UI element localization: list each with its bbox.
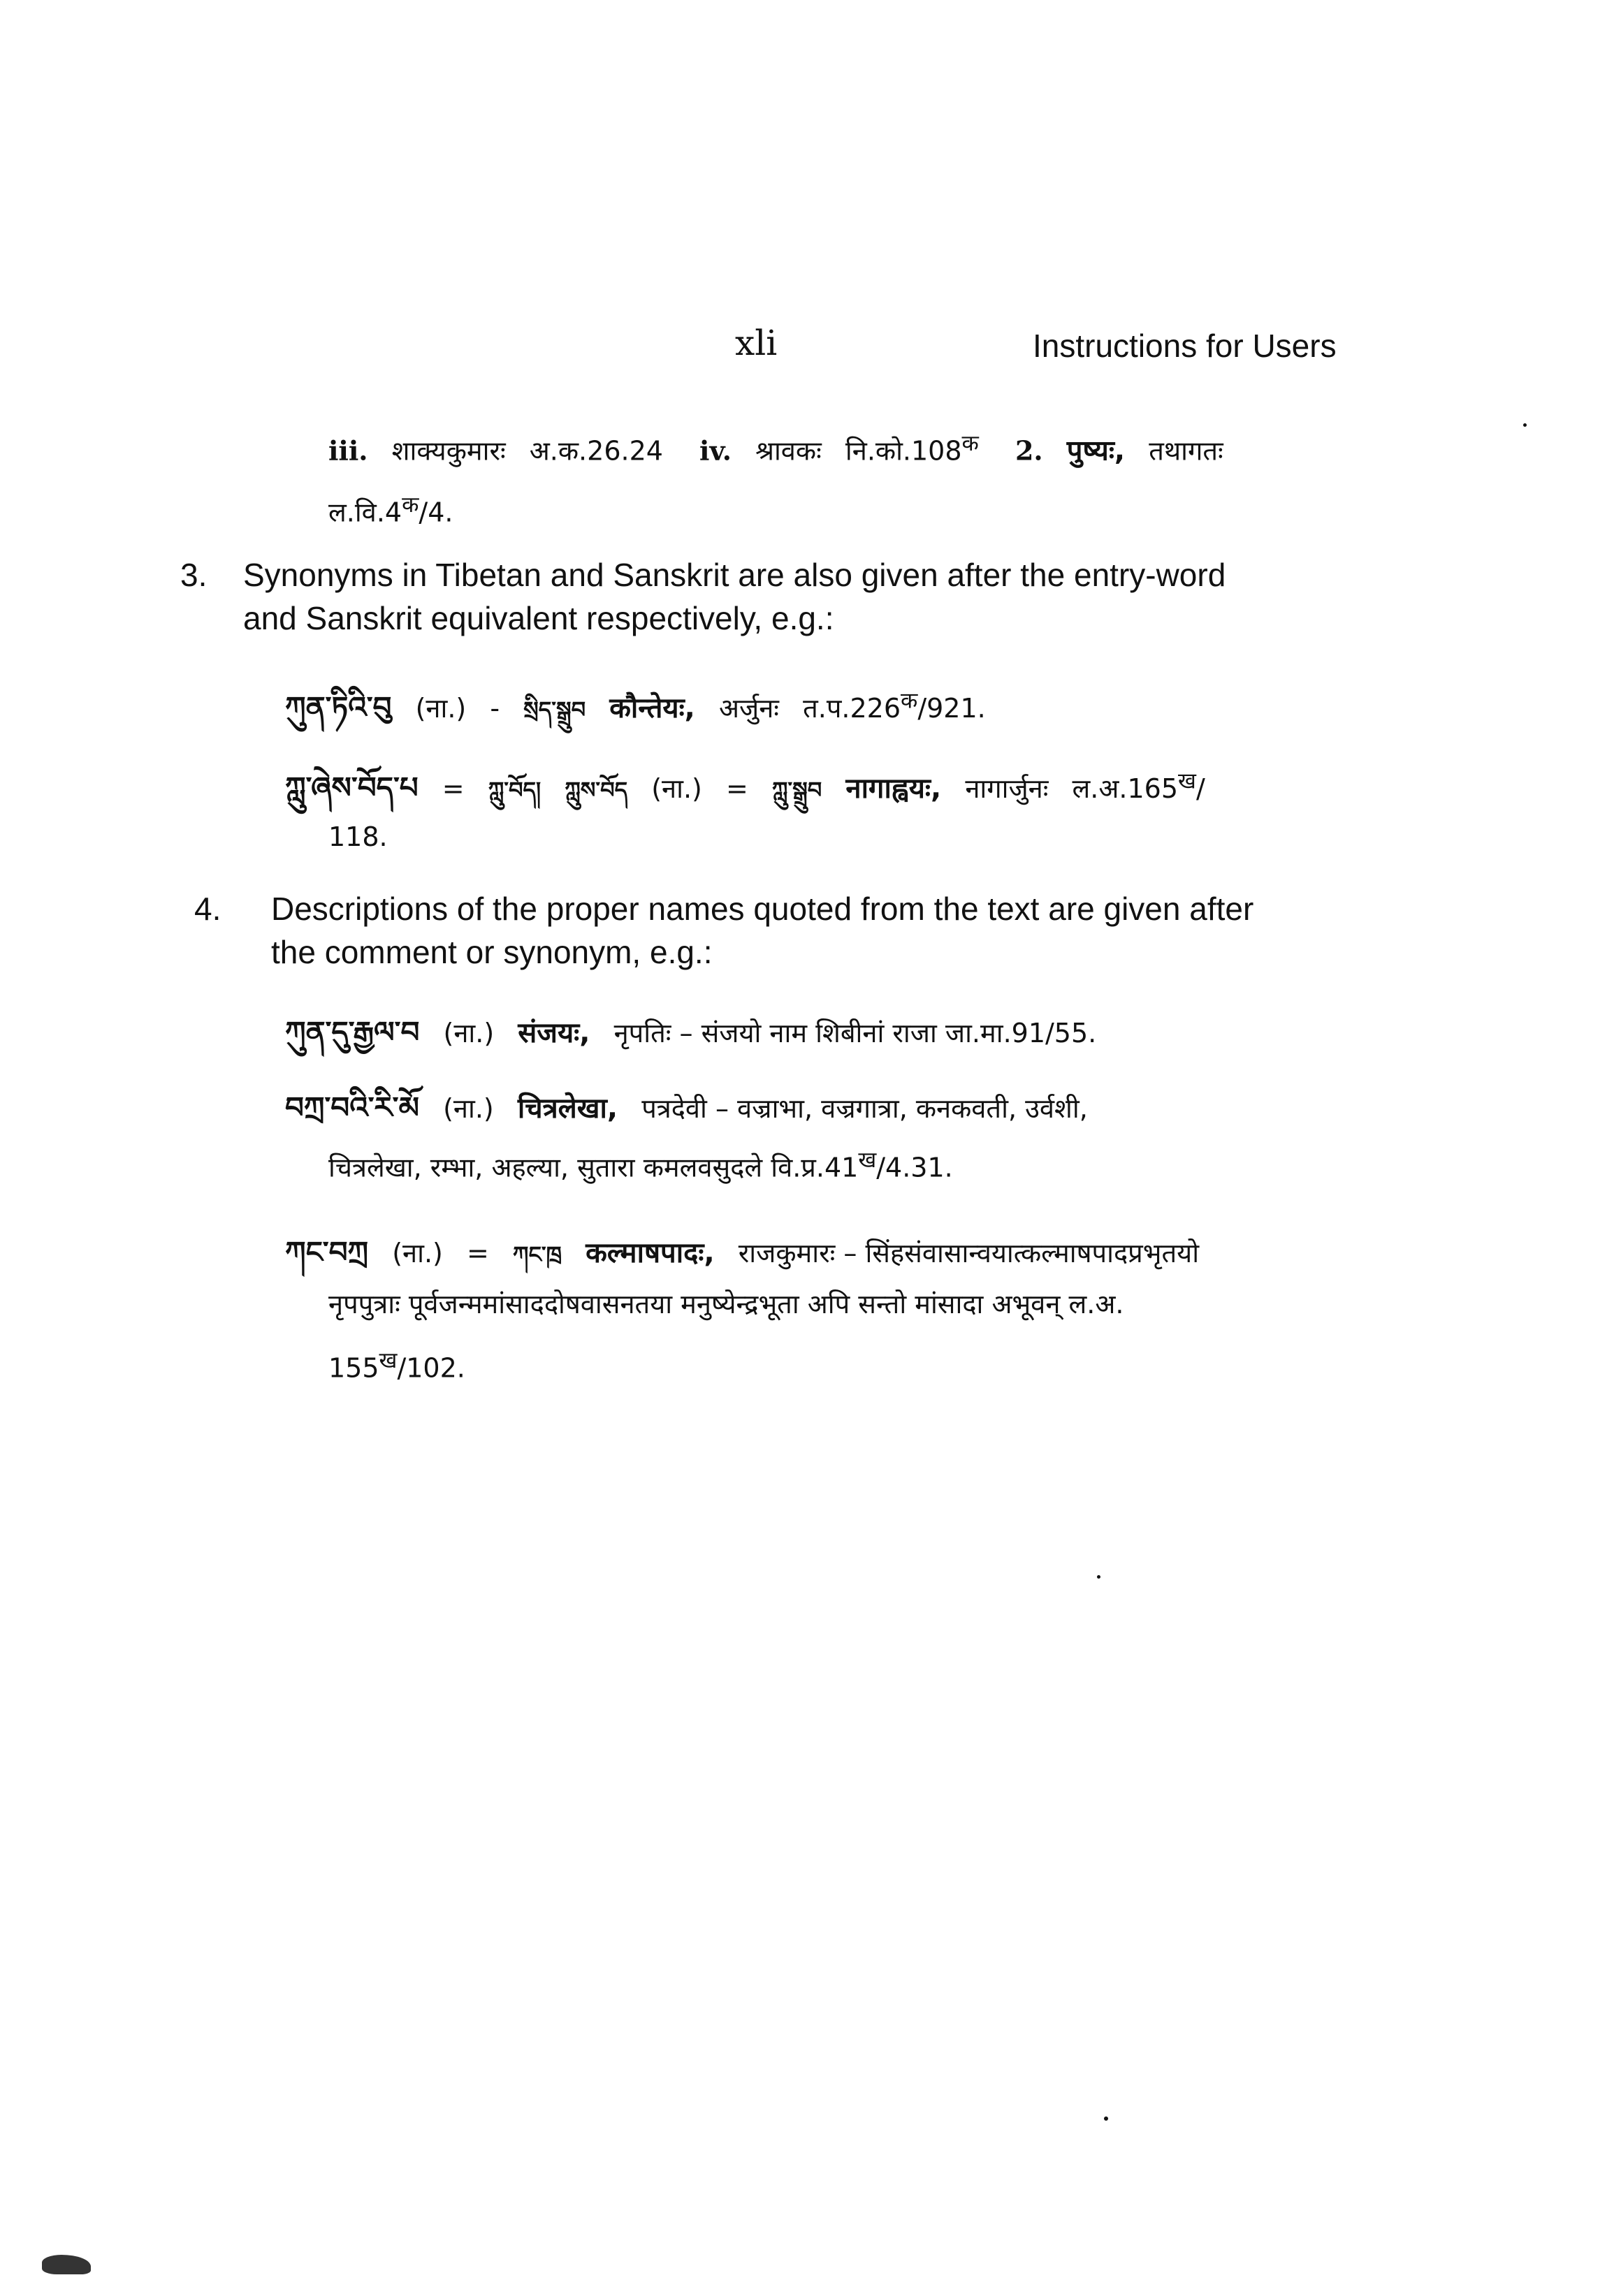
continuation-line-1 bbox=[328, 427, 1223, 469]
item-label: iii. bbox=[328, 434, 368, 467]
reference-tail: /102. bbox=[397, 1352, 465, 1384]
reference: ल.अ.165 bbox=[1072, 773, 1179, 804]
example-entry bbox=[285, 754, 1205, 838]
example-entry bbox=[285, 674, 986, 757]
reference-tail: /4.31. bbox=[876, 1152, 953, 1183]
reference-superscript: ख bbox=[858, 1148, 877, 1173]
tibetan-synonym: ཀླུས་བོད bbox=[565, 777, 628, 803]
abbreviation: (ना.) bbox=[415, 693, 467, 724]
reference: त.प.226 bbox=[803, 693, 901, 724]
reference-tail: / bbox=[1195, 773, 1205, 804]
example-entry-continuation: नृपपुत्राः पूर्वजन्ममांसाददोषवासनतया मनुष्येन्द्रभूता अपि सन्तो मांसादा अभूवन् ल.अ. bbox=[328, 1289, 1124, 1319]
equals-sign: = bbox=[725, 773, 748, 804]
paragraph-number: 3. bbox=[180, 557, 208, 593]
reference-superscript: क bbox=[901, 688, 918, 714]
abbreviation: (ना.) bbox=[443, 1018, 495, 1048]
scan-speck bbox=[1097, 1575, 1100, 1579]
sanskrit-equivalent: चित्रलेखा, bbox=[517, 1092, 618, 1125]
sanskrit-equivalent: कल्माषपादः, bbox=[586, 1237, 715, 1269]
sanskrit-synonym: नागार्जुनः bbox=[965, 773, 1049, 804]
paragraph-text-line: Descriptions of the proper names quoted from the text are given after bbox=[271, 891, 1254, 927]
reference-tail: /4. bbox=[419, 497, 453, 528]
tibetan-headword: བཀྲ་བའི་རི་མོ bbox=[285, 1090, 419, 1125]
tibetan-headword: ཀླུ་ཞེས་བོད་པ bbox=[285, 770, 419, 805]
reference-superscript: ख bbox=[1178, 768, 1196, 794]
dash: - bbox=[490, 693, 500, 724]
tibetan-synonym: ཀང་ཁྲ bbox=[512, 1241, 562, 1268]
example-entry bbox=[285, 999, 1096, 1082]
sanskrit-equivalent: नागाह्वयः, bbox=[845, 773, 942, 805]
tibetan-headword: ཀང་བཀྲ bbox=[285, 1235, 369, 1269]
example-entry-continuation: 118. bbox=[328, 821, 388, 852]
abbreviation: (ना.) bbox=[392, 1238, 443, 1268]
sanskrit-word: तथागतः bbox=[1149, 435, 1223, 467]
paragraph-text-line: and Sanskrit equivalent respectively, e.g.: bbox=[243, 600, 834, 636]
reference-superscript: ख bbox=[379, 1348, 398, 1373]
paragraph-text-line: the comment or synonym, e.g.: bbox=[271, 934, 713, 970]
tibetan-synonym: ཀླུ་བོད། bbox=[488, 777, 541, 803]
abbreviation: (ना.) bbox=[651, 773, 702, 804]
sanskrit-word: शाक्यकुमारः bbox=[391, 435, 506, 467]
paragraph-number: 4. bbox=[194, 891, 221, 927]
description: नृपतिः – संजयो नाम शिबीनां राजा जा.मा.91/55. bbox=[613, 1018, 1097, 1048]
example-entry-continuation bbox=[328, 1345, 465, 1384]
scan-speck bbox=[1523, 423, 1527, 427]
description: राजकुमारः – सिंहसंवासान्वयात्कल्माषपादप्रभृतयो bbox=[738, 1238, 1200, 1268]
paragraph-4 bbox=[194, 887, 1396, 978]
sanskrit-synonym: अर्जुनः bbox=[718, 693, 779, 724]
tibetan-synonym: ཀླུ་སྒྲུབ bbox=[771, 777, 822, 803]
description: पत्रदेवी – वज्राभा, वज्रगात्रा, कनकवती, उर्वशी, bbox=[641, 1093, 1088, 1124]
sanskrit-word: श्रावकः bbox=[755, 435, 822, 467]
sanskrit-equivalent: कौन्तेयः, bbox=[609, 692, 695, 724]
sanskrit-word: पुष्यः, bbox=[1066, 434, 1126, 467]
scan-blot bbox=[42, 2255, 91, 2274]
sanskrit-equivalent: संजयः, bbox=[518, 1017, 590, 1049]
scan-speck bbox=[1104, 2116, 1108, 2121]
page-number: xli bbox=[735, 323, 778, 363]
reference: ल.वि.4 bbox=[328, 497, 402, 528]
reference: 155 bbox=[328, 1352, 379, 1384]
reference: अ.क.26.24 bbox=[529, 435, 663, 467]
paragraph-text-line: Synonyms in Tibetan and Sanskrit are also given after the entry-word bbox=[243, 557, 1226, 593]
example-entry-continuation bbox=[328, 1144, 953, 1185]
equals-sign: = bbox=[442, 773, 465, 804]
abbreviation: (ना.) bbox=[443, 1093, 494, 1124]
tibetan-headword: ཀུན་ཏིའི་བུ bbox=[285, 690, 392, 724]
item-label: iv. bbox=[699, 434, 732, 467]
paragraph-3 bbox=[180, 553, 1396, 644]
tibetan-headword: ཀུན་དུ་རྒྱལ་བ bbox=[285, 1015, 420, 1049]
reference-superscript: क bbox=[961, 431, 979, 456]
reference: नि.को.108 bbox=[845, 435, 962, 467]
running-header-title: Instructions for Users bbox=[1033, 328, 1337, 364]
equals-sign: = bbox=[466, 1238, 489, 1268]
reference-tail: /921. bbox=[917, 693, 986, 724]
reference-superscript: क bbox=[402, 492, 419, 518]
tibetan-synonym: སྲིད་སྒྲུབ bbox=[523, 696, 586, 723]
continuation-line-2 bbox=[328, 489, 453, 530]
item-label: 2. bbox=[1015, 434, 1043, 467]
description: चित्रलेखा, रम्भा, अहल्या, सुतारा कमलवसुदले वि.प्र.41 bbox=[328, 1152, 859, 1183]
